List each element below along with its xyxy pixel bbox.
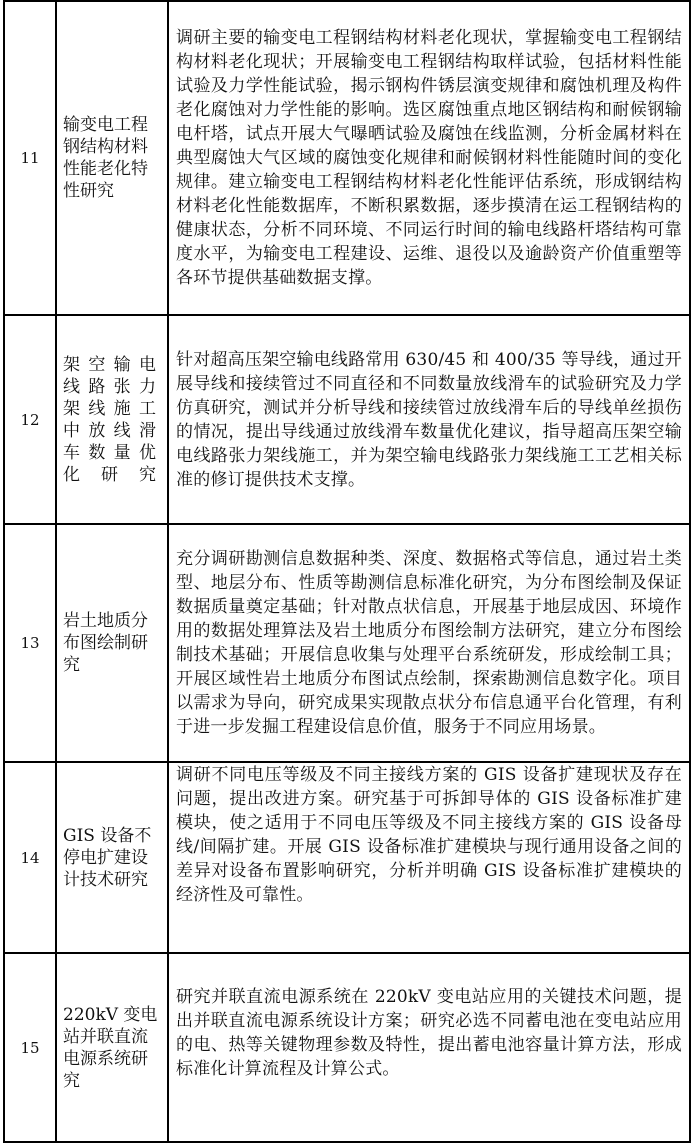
table-row bbox=[4, 762, 690, 953]
table-row bbox=[4, 524, 690, 762]
row-number: 13 bbox=[4, 524, 56, 762]
row-number: 11 bbox=[4, 1, 56, 315]
table-row bbox=[4, 1, 690, 315]
project-description-text: 研究并联直流电源系统在 220kV 变电站应用的关键技术问题，提出并联直流电源系统设计方案；研究必选不同蓄电池在变电站应用的电、热等关键物理参数及特性，提出蓄电池容量计算方法，形成标准化计算流程及计算公式。 bbox=[176, 986, 682, 1079]
project-description bbox=[168, 524, 690, 762]
project-description-text: 充分调研勘测信息数据种类、深度、数据格式等信息，通过岩土类型、地层分布、性质等勘测信息标准化研究，为分布图绘制及保证数据质量奠定基础；针对散点状信息，开展基于地层成因、环境作用的数据处理算法及岩土地质分布图绘制方法研究，建立分布图绘制技术基础；开展信息收集与处理平台系统研发，形成绘制工具；开展区域性岩土地质分布图试点绘制，探索勘测信息数字化。项目以需求为导向，研究成果实现散点状分布信息通平台化管理，有利于进一步发掘工程建设信息价值，服务于不同应用场景。 bbox=[176, 549, 682, 737]
project-description bbox=[168, 953, 690, 1142]
research-projects-table bbox=[3, 0, 691, 1143]
project-title bbox=[56, 762, 168, 953]
row-number: 15 bbox=[4, 953, 56, 1142]
project-title-text: 输变电工程钢结构材料性能老化特性研究 bbox=[63, 115, 148, 201]
project-title bbox=[56, 1, 168, 315]
project-title-text: 架空输电线路张力架线施工中放线滑车数量优化研究 bbox=[63, 354, 161, 485]
table-row bbox=[4, 315, 690, 524]
project-title bbox=[56, 524, 168, 762]
project-description-text: 调研主要的输变电工程钢结构材料老化现状，掌握输变电工程钢结构材料老化现状；开展输变电工程钢结构取样试验，包括材料性能试验及力学性能试验，揭示钢构件锈层演变规律和腐蚀机理及构件老化腐蚀对力学性能的影响。选区腐蚀重点地区钢结构和耐候钢输电杆塔，试点开展大气曝晒试验及腐蚀在线监测，分析金属材料在典型腐蚀大气区域的腐蚀变化规律和耐候钢材料性能随时间的变化规律。建立输变电工程钢结构材料老化性能评估系统，形成钢结构材料老化性能数据库，不断积累数据，逐步摸清在运工程钢结构的健康状态，分析不同环境、不同运行时间的输电线路杆塔结构可靠度水平，为输变电工程建设、运维、退役以及逾龄资产价值重塑等各环节提供基础数据支撑。 bbox=[176, 28, 682, 288]
table-row bbox=[4, 953, 690, 1142]
project-title bbox=[56, 953, 168, 1142]
project-description bbox=[168, 315, 690, 524]
project-title-text: 220kV 变电站并联直流电源系统研究 bbox=[63, 1004, 158, 1091]
project-description-text: 调研不同电压等级及不同主接线方案的 GIS 设备扩建现状及存在问题，提出改进方案。研究基于可拆卸导体的 GIS 设备标准扩建模块，使之适用于不同电压等级及不同主接线方案的 GIS 设备母线/间隔扩建。开展 GIS 设备标准扩建模块与现行通用设备之间的差异对设备布置影响研究，分析并明确 GIS 设备标准扩建模块的经济性及可靠性。 bbox=[176, 765, 682, 905]
row-number: 12 bbox=[4, 315, 56, 524]
project-description bbox=[168, 762, 690, 953]
project-description bbox=[168, 1, 690, 315]
project-title-text: GIS 设备不停电扩建设计技术研究 bbox=[63, 825, 152, 890]
project-title-text: 岩土地质分布图绘制研究 bbox=[63, 611, 148, 675]
project-title bbox=[56, 315, 168, 524]
project-description-text: 针对超高压架空输电线路常用 630/45 和 400/35 等导线，通过开展导线和接续管过不同直径和不同数量放线滑车的试验研究及力学仿真研究，测试并分析导线和接续管过放线滑车后的导线单丝损伤的情况，提出导线通过放线滑车数量优化建议，指导超高压架空输电线路张力架线施工，并为架空输电线路张力架线施工工艺相关标准的修订提供技术支撑。 bbox=[176, 349, 682, 490]
row-number: 14 bbox=[4, 762, 56, 953]
